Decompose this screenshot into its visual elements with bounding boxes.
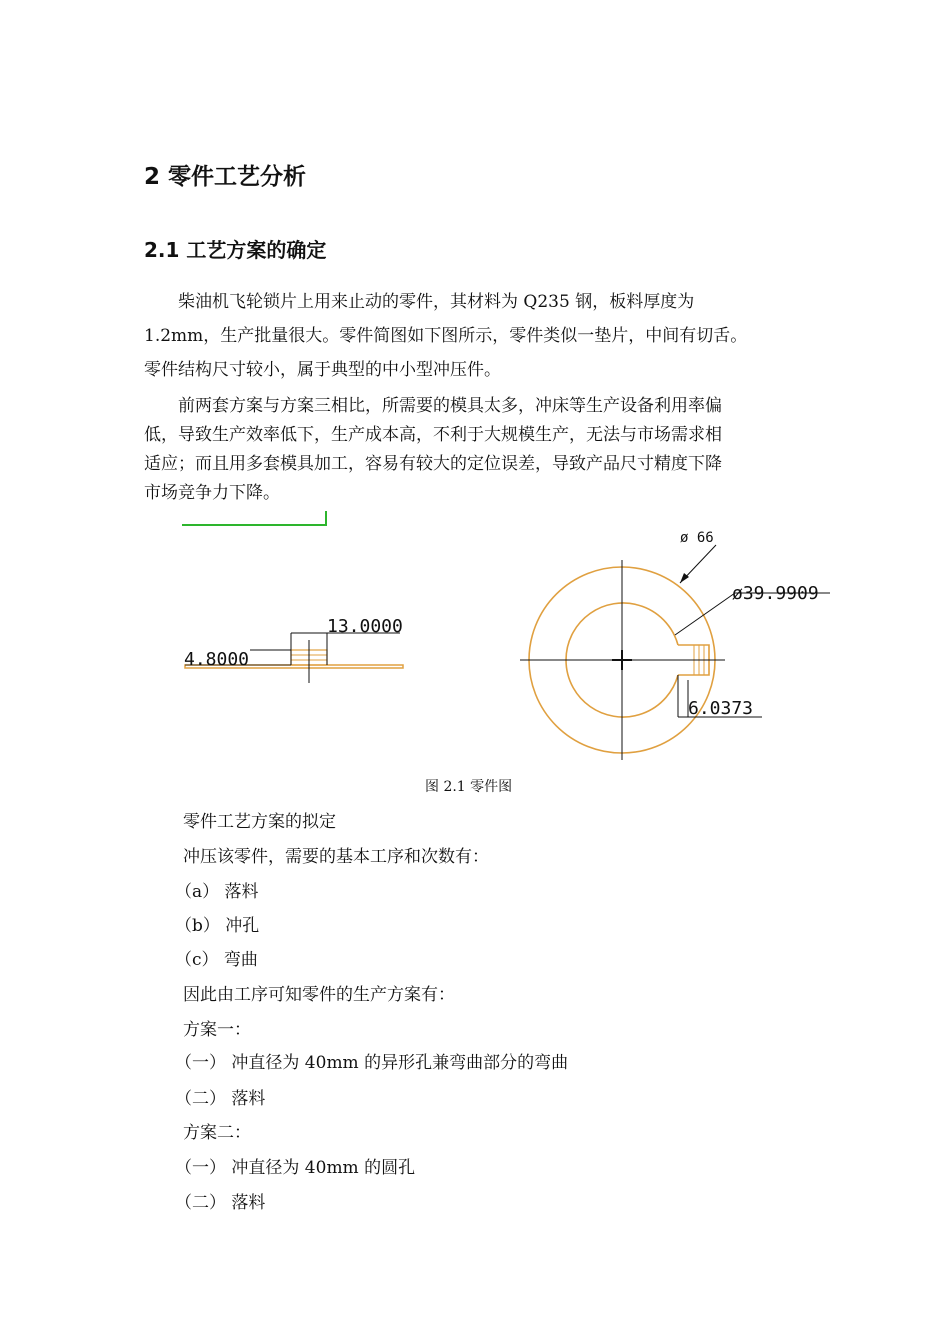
dim-side-width: 13.0000 bbox=[327, 616, 403, 637]
body-line: 因此由工序可知零件的生产方案有： bbox=[183, 985, 455, 1005]
front-view-drawing bbox=[520, 530, 830, 760]
body-line: （a） 落料 bbox=[175, 882, 259, 902]
paragraph-line: 零件结构尺寸较小，属于典型的中小型冲压件。 bbox=[144, 360, 501, 380]
paragraph-material bbox=[144, 285, 824, 387]
paragraph-line: 1.2mm，生产批量很大。零件简图如下图所示，零件类似一垫片，中间有切舌。 bbox=[144, 326, 748, 346]
body-line: （一） 冲直径为 40mm 的异形孔兼弯曲部分的弯曲 bbox=[175, 1053, 569, 1073]
dim-inner-diameter: ø39.9909 bbox=[732, 583, 819, 604]
body-line: （二） 落料 bbox=[175, 1193, 266, 1213]
body-line: 方案一： bbox=[183, 1020, 251, 1040]
part-drawing-figure bbox=[170, 505, 850, 770]
paragraph-line: 柴油机飞轮锁片上用来止动的零件，其材料为 Q235 钢，板料厚度为 bbox=[144, 292, 695, 312]
body-line: （一） 冲直径为 40mm 的圆孔 bbox=[175, 1158, 416, 1178]
paragraph-line: 市场竞争力下降。 bbox=[144, 483, 280, 503]
body-line: 冲压该零件，需要的基本工序和次数有： bbox=[183, 847, 489, 867]
side-view-drawing bbox=[184, 616, 403, 683]
dim-tab-width: 6.0373 bbox=[688, 698, 754, 719]
green-corner-mark bbox=[182, 511, 326, 525]
paragraph-line: 前两套方案与方案三相比，所需要的模具太多，冲床等生产设备利用率偏 bbox=[144, 396, 722, 416]
dim-outer-diameter: ø 66 bbox=[680, 530, 714, 546]
body-line: （二） 落料 bbox=[175, 1089, 266, 1109]
paragraph-line: 低，导致生产效率低下，生产成本高，不利于大规模生产，无法与市场需求相 bbox=[144, 425, 722, 445]
section-heading: 2 零件工艺分析 bbox=[144, 164, 307, 190]
paragraph-line: 适应；而且用多套模具加工，容易有较大的定位误差，导致产品尺寸精度下降 bbox=[144, 454, 722, 474]
body-line: 方案二： bbox=[183, 1123, 251, 1143]
body-line: （b） 冲孔 bbox=[175, 916, 260, 936]
subsection-heading: 2.1 工艺方案的确定 bbox=[144, 238, 327, 262]
body-line: （c） 弯曲 bbox=[175, 950, 258, 970]
dim-side-height: 4.8000 bbox=[184, 649, 250, 670]
figure-caption: 图 2.1 零件图 bbox=[425, 779, 513, 795]
body-line: 零件工艺方案的拟定 bbox=[183, 812, 336, 832]
paragraph-comparison bbox=[144, 392, 824, 508]
